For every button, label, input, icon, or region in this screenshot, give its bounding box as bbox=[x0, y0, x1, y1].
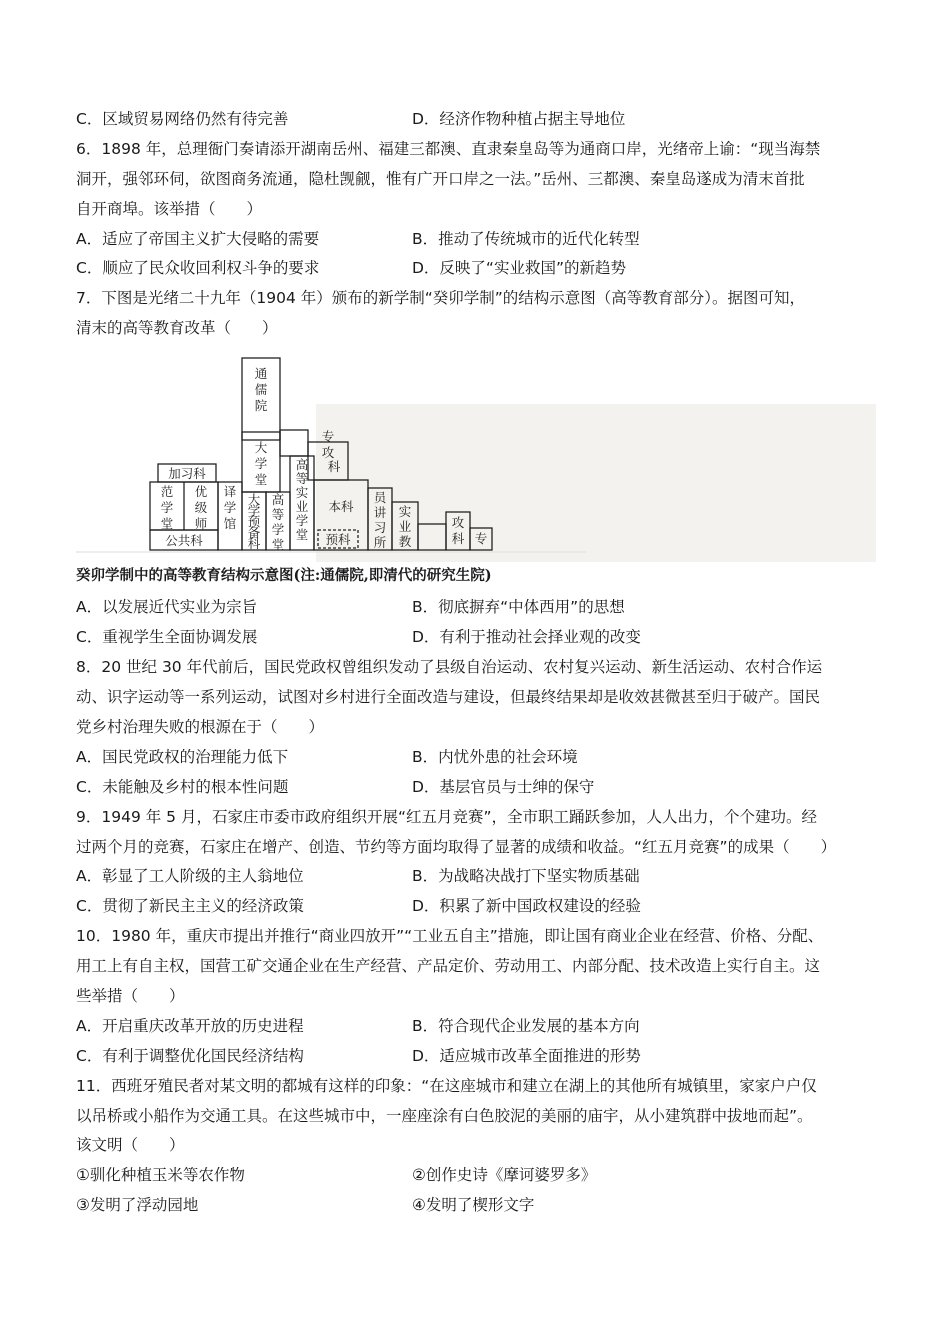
label-yixue-3: 馆 bbox=[223, 516, 237, 531]
q8-stem-line-2: 动、识字运动等一系列运动，试图对乡村进行全面改造与建设，但最终结果却是收效甚微甚至归于破产。国民 bbox=[76, 688, 821, 706]
q10-option-d: D．适应城市改革全面推进的形势 bbox=[412, 1047, 641, 1065]
label-fan-1: 范 bbox=[160, 484, 174, 499]
q7-option-a: A．以发展近代实业为宗旨 bbox=[76, 598, 258, 616]
label-gongke-1: 攻 bbox=[451, 515, 465, 530]
label-daxueyu-group bbox=[248, 492, 261, 551]
q10-option-c: C．有利于调整优化国民经济结构 bbox=[76, 1047, 304, 1065]
q8-option-a: A．国民党政权的治理能力低下 bbox=[76, 748, 289, 766]
label-you-1: 优 bbox=[194, 484, 208, 499]
q8-option-d: D．基层官员与士绅的保守 bbox=[412, 778, 595, 796]
diagram-svg bbox=[76, 352, 876, 567]
education-structure-diagram bbox=[76, 352, 876, 577]
q10-stem-line-3: 些举措（ ） bbox=[76, 987, 185, 1005]
label-yj-4: 所 bbox=[373, 535, 387, 550]
label-fan-3: 堂 bbox=[160, 516, 174, 531]
label-tongru-3: 院 bbox=[254, 398, 268, 413]
q9-option-b: B．为战略决战打下坚实物质基础 bbox=[412, 867, 640, 885]
label-syj-3: 教 bbox=[398, 534, 412, 549]
q11-option-4: ④发明了楔形文字 bbox=[412, 1196, 535, 1214]
label-fan-2: 学 bbox=[160, 500, 174, 515]
q6-option-b: B．推动了传统城市的近代化转型 bbox=[412, 230, 640, 248]
q6-option-d: D．反映了“实业救国”的新趋势 bbox=[412, 259, 626, 277]
label-dxy-5: 科 bbox=[247, 536, 261, 551]
q6-option-a: A．适应了帝国主义扩大侵略的需要 bbox=[76, 230, 320, 248]
q11-option-2: ②创作史诗《摩诃婆罗多》 bbox=[412, 1166, 597, 1184]
label-dxy-2: 学 bbox=[247, 503, 261, 518]
label-yj-3: 习 bbox=[373, 520, 387, 535]
label-daxue-2: 学 bbox=[254, 456, 268, 471]
q8-stem-line-1: 8．20 世纪 30 年代前后，国民党政权曾组织发动了县级自治运动、农村复兴运动、新生活运动、农村合作运 bbox=[76, 658, 823, 676]
label-dxy-4: 备 bbox=[247, 525, 261, 540]
q11-stem-line-1: 11．西班牙殖民者对某文明的都城有这样的印象：“在这座城市和建立在湖上的其他所有城镇里，家家户户仅 bbox=[76, 1077, 817, 1095]
q8-stem-line-3: 党乡村治理失败的根源在于（ ） bbox=[76, 718, 325, 736]
label-yixue-1: 译 bbox=[223, 484, 237, 499]
q11-option-1: ①驯化种植玉米等农作物 bbox=[76, 1166, 245, 1184]
q9-stem-line-1: 9．1949 年 5 月，石家庄市委市政府组织开展“红五月竞赛”，全市职工踊跃参加，人人出力，个个建功。经 bbox=[76, 808, 818, 826]
label-gdsy-4: 业 bbox=[295, 499, 309, 514]
label-gdxt-4: 堂 bbox=[271, 537, 285, 552]
q5-option-d: D．经济作物种植占据主导地位 bbox=[412, 110, 626, 128]
label-zhuangong-1: 专 bbox=[321, 429, 335, 444]
q7-stem-line-2: 清末的高等教育改革（ ） bbox=[76, 319, 278, 337]
label-zhuangong-2: 攻 bbox=[321, 445, 335, 460]
q9-option-a: A．彰显了工人阶级的主人翁地位 bbox=[76, 867, 304, 885]
label-zhuangong-3: 科 bbox=[327, 459, 341, 474]
label-gdxt-2: 等 bbox=[271, 507, 285, 522]
label-jiaxi: 加习科 bbox=[168, 466, 206, 481]
q7-stem-line-1: 7．下图是光绪二十九年（1904 年）颁布的新学制“癸卯学制”的结构示意图（高等教育部分）。据图可知， bbox=[76, 289, 806, 307]
label-gonggong: 公共科 bbox=[165, 533, 203, 548]
label-gdsy-2: 等 bbox=[295, 471, 309, 486]
label-tongru-1: 通 bbox=[254, 366, 268, 381]
label-syj-1: 实 bbox=[398, 504, 412, 519]
label-you-3: 师 bbox=[194, 516, 208, 531]
label-gdsy-1: 高 bbox=[295, 457, 309, 472]
q7-option-c: C．重视学生全面协调发展 bbox=[76, 628, 258, 646]
q7-option-b: B．彻底摒弃“中体西用”的思想 bbox=[412, 598, 625, 616]
label-daxue-1: 大 bbox=[254, 440, 268, 455]
label-yj-2: 讲 bbox=[373, 505, 387, 520]
q11-stem-line-2: 以吊桥或小船作为交通工具。在这些城市中，一座座涂有白色胶泥的美丽的庙宇，从小建筑群中拔地而起”。 bbox=[76, 1107, 813, 1125]
label-daxue-3: 堂 bbox=[254, 472, 268, 487]
q9-option-c: C．贯彻了新民主主义的经济政策 bbox=[76, 897, 304, 915]
q9-option-d: D．积累了新中国政权建设的经验 bbox=[412, 897, 641, 915]
label-dxy-3: 预 bbox=[247, 514, 261, 529]
q6-option-c: C．顺应了民众收回利权斗争的要求 bbox=[76, 259, 320, 277]
q10-option-a: A．开启重庆改革开放的历史进程 bbox=[76, 1017, 304, 1035]
diagram-caption: 癸卯学制中的高等教育结构示意图(注:通儒院,即清代的研究生院) bbox=[76, 567, 492, 584]
q10-stem-line-1: 10．1980 年，重庆市提出并推行“商业四放开”“工业五自主”措施，即让国有商业企业在经营、价格、分配、 bbox=[76, 927, 824, 945]
q5-option-c: C．区域贸易网络仍然有待完善 bbox=[76, 110, 289, 128]
q11-option-3: ③发明了浮动园地 bbox=[76, 1196, 199, 1214]
q9-stem-line-2: 过两个月的竞赛，石家庄在增产、创造、节约等方面均取得了显著的成绩和收益。“红五月竞赛”的成果（ ） bbox=[76, 838, 837, 856]
q8-option-b: B．内忧外患的社会环境 bbox=[412, 748, 578, 766]
label-tongru-2: 儒 bbox=[254, 382, 268, 397]
label-yj-1: 员 bbox=[373, 490, 387, 505]
label-gdxt-1: 高 bbox=[271, 492, 285, 507]
label-gdsy-5: 学 bbox=[295, 513, 309, 528]
q10-option-b: B．符合现代企业发展的基本方向 bbox=[412, 1017, 640, 1035]
label-yuke: 预科 bbox=[325, 532, 351, 547]
label-benke: 本科 bbox=[328, 499, 354, 514]
label-zhuan: 专 bbox=[474, 531, 488, 546]
label-yixue-2: 学 bbox=[223, 500, 237, 515]
q8-option-c: C．未能触及乡村的根本性问题 bbox=[76, 778, 289, 796]
label-gdsy-3: 实 bbox=[295, 485, 309, 500]
label-gongke-2: 科 bbox=[451, 531, 465, 546]
label-gdxt-3: 学 bbox=[271, 522, 285, 537]
label-you-2: 级 bbox=[194, 500, 208, 515]
q7-option-d: D．有利于推动社会择业观的改变 bbox=[412, 628, 641, 646]
label-syj-2: 业 bbox=[398, 519, 412, 534]
q6-stem-line-1: 6．1898 年，总理衙门奏请添开湖南岳州、福建三都澳、直隶秦皇岛等为通商口岸，光绪帝上谕：“现当海禁 bbox=[76, 140, 821, 158]
q10-stem-line-2: 用工上有自主权，国营工矿交通企业在生产经营、产品定价、劳动用工、内部分配、技术改造上实行自主。这 bbox=[76, 957, 821, 975]
q6-stem-line-2: 洞开，强邻环伺，欲图商务流通，隐杜觊觎，惟有广开口岸之一法。”岳州、三都澳、秦皇岛遂成为清末首批 bbox=[76, 170, 805, 188]
q11-stem-line-3: 该文明（ ） bbox=[76, 1136, 185, 1154]
label-dxy-1: 大 bbox=[247, 492, 261, 507]
label-gdsy-6: 堂 bbox=[295, 527, 309, 542]
q6-stem-line-3: 自开商埠。该举措（ ） bbox=[76, 200, 263, 218]
